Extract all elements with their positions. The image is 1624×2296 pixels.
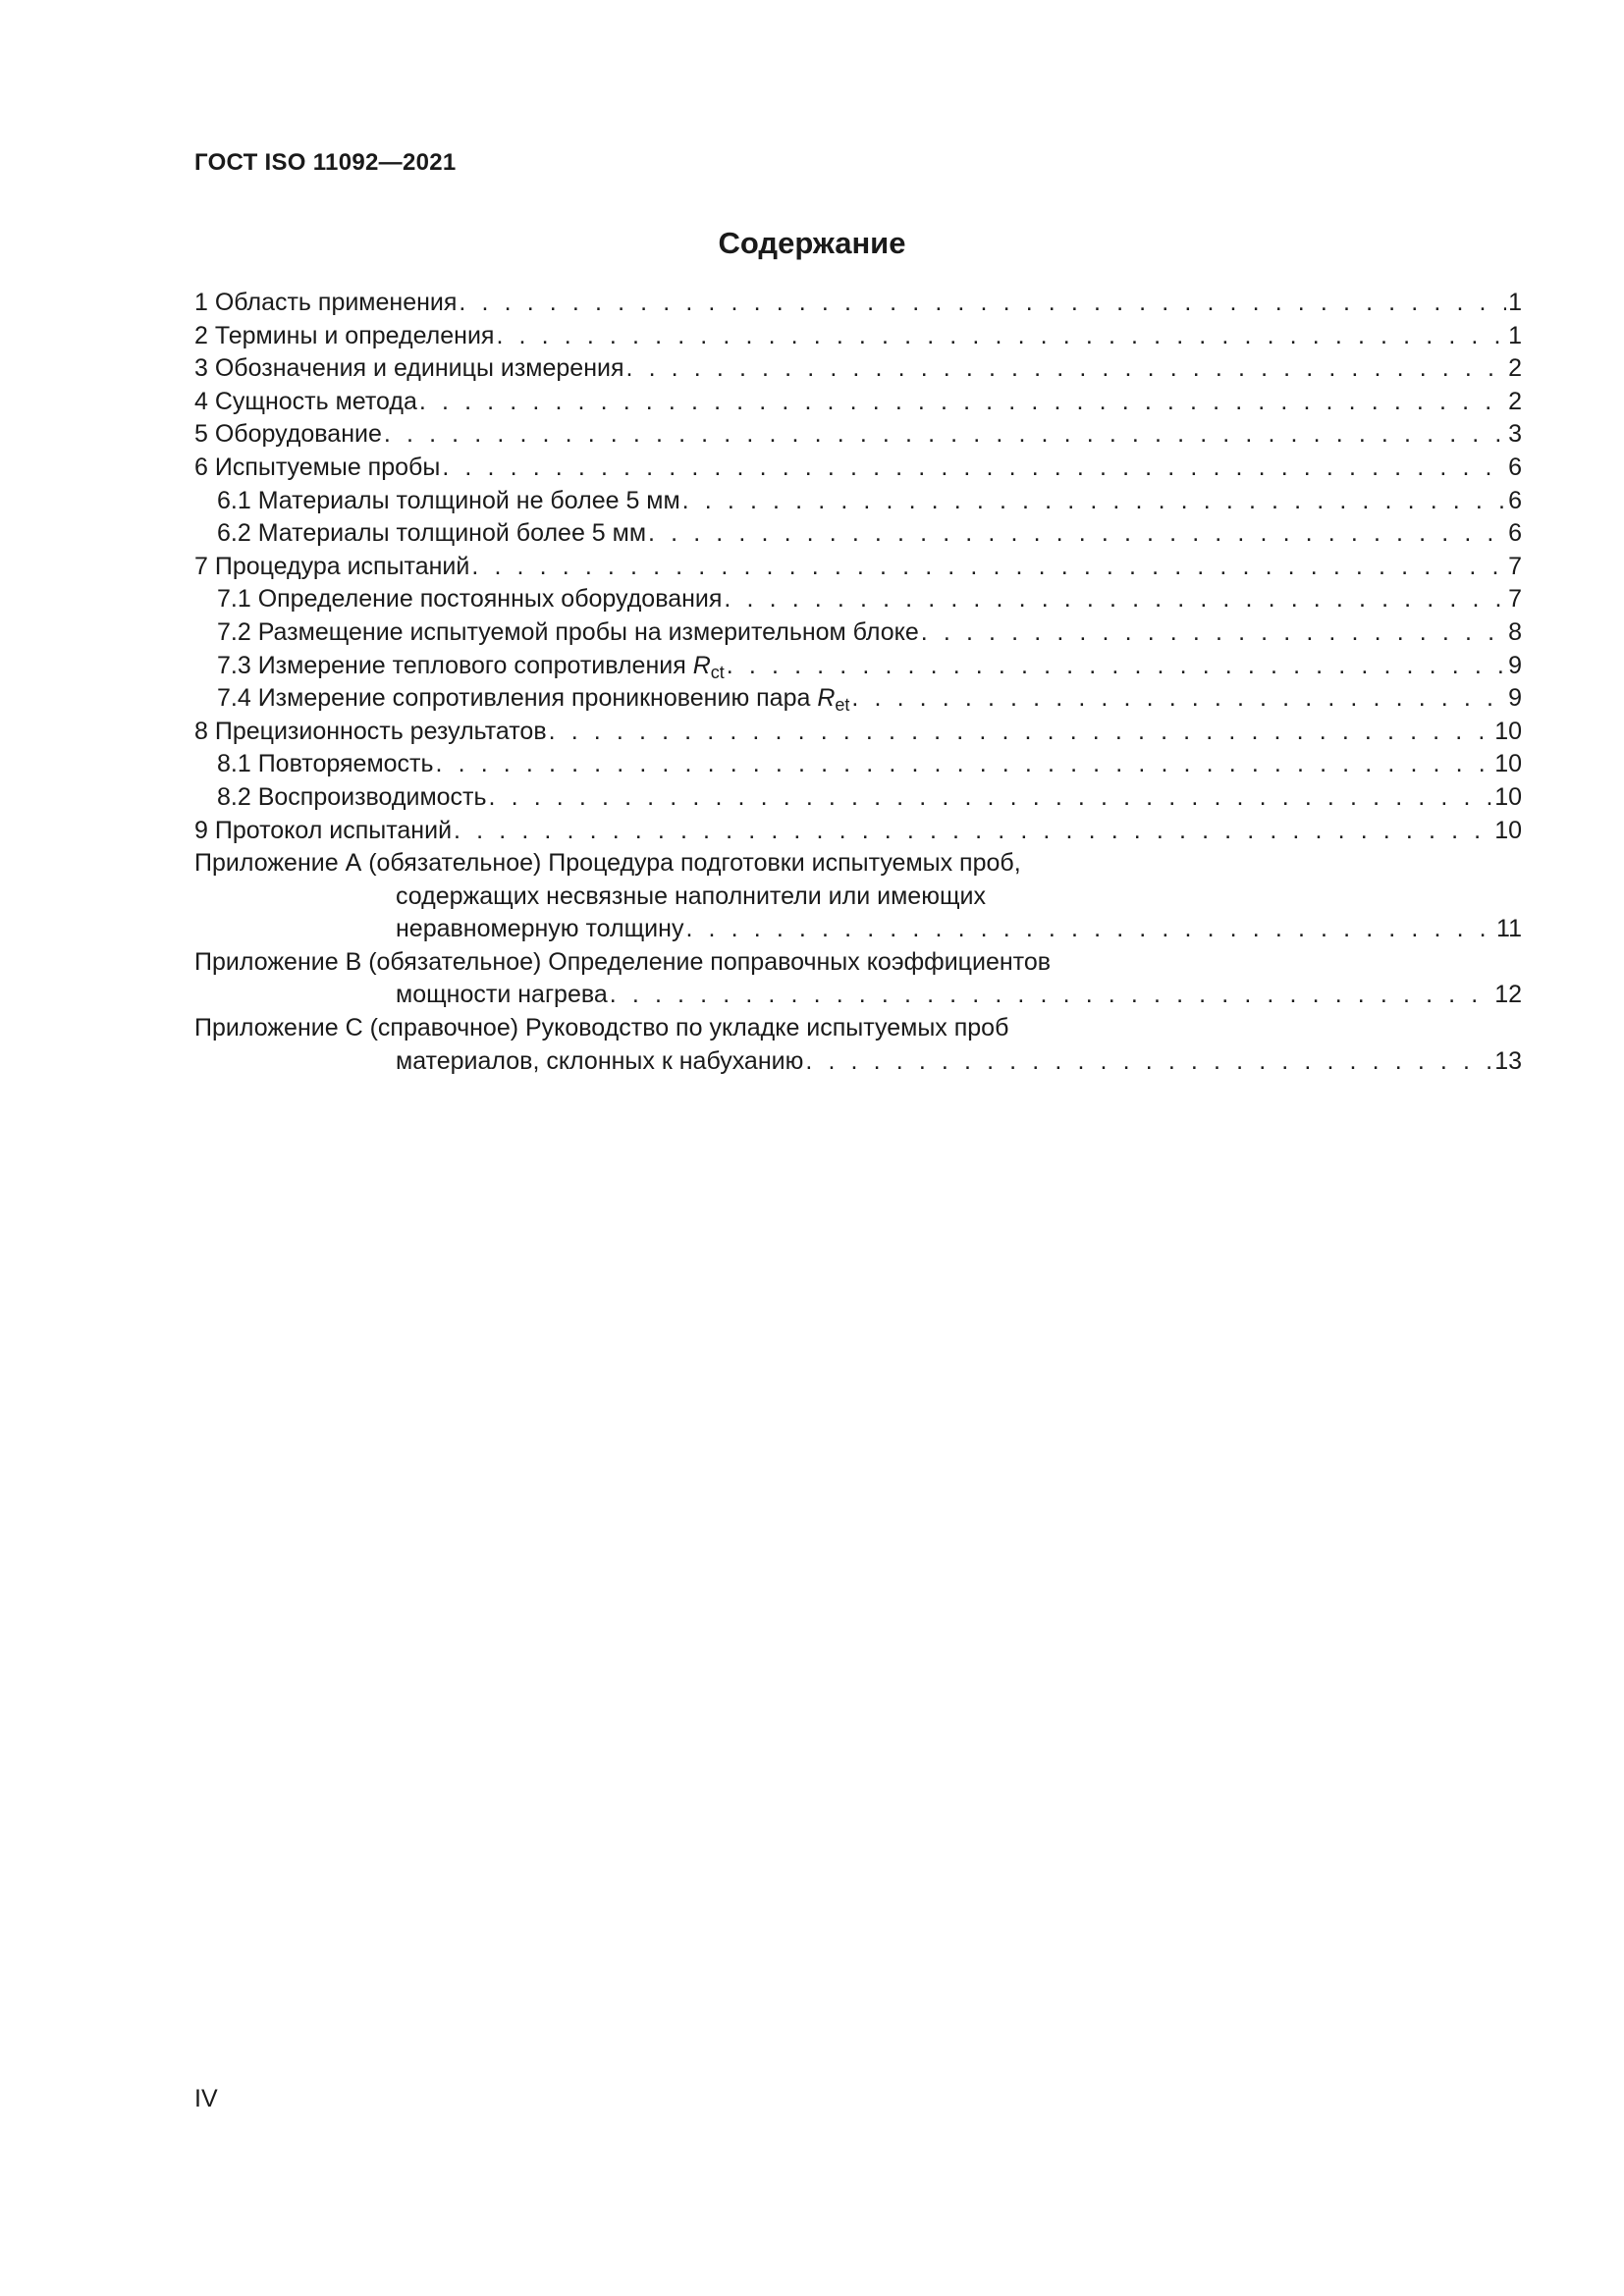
toc-page-number: 7 [1508,585,1522,614]
dot-leader [436,748,1493,781]
toc-page-number: 11 [1496,915,1522,943]
toc-entry-text: 7.4 Измерение сопротивления проникновению пара [217,684,818,713]
toc-entry-title: 6.1 Материалы толщиной не более 5 мм [217,486,680,514]
table-of-contents [194,287,1522,1078]
toc-annex-title-line: неравномерную толщину [396,915,684,943]
toc-entry-title: 6.2 Материалы толщиной более 5 мм [217,519,647,548]
toc-entry-title: 5 Оборудование [194,420,382,449]
dot-leader [805,1045,1492,1079]
toc-entry-title: 1 Область применения [194,289,458,316]
symbol-subscript: et [835,695,850,716]
toc-annex-continuation [194,881,1522,914]
toc-page-number: 6 [1508,486,1522,514]
toc-entry[interactable] [194,418,1522,452]
toc-page-number: 10 [1494,717,1522,745]
toc-subentry[interactable] [194,781,1522,815]
toc-annex-title: Приложение В (обязательное) Определение поправочных коэффициентов [194,947,1052,976]
toc-annex-title-line: содержащих несвязные наполнители или имеющих [396,881,986,910]
toc-page-number: 3 [1508,420,1522,449]
toc-annex-continuation[interactable] [194,1045,1522,1079]
dot-leader [727,650,1506,683]
dot-leader [648,517,1506,551]
dot-leader [384,418,1506,452]
toc-entry-title: 6 Испытуемые пробы [194,453,441,481]
toc-entry-title: 8.1 Повторяемость [217,750,434,778]
toc-page-number: 1 [1508,321,1522,349]
vapour-resistance-symbol: R [817,684,836,713]
toc-subentry[interactable] [194,517,1522,551]
symbol-subscript: ct [710,662,725,682]
toc-entry[interactable] [194,815,1522,848]
toc-entry-title: 4 Сущность метода [194,387,417,415]
dot-leader [626,352,1507,386]
toc-page-number: 10 [1494,782,1522,811]
toc-annex-entry[interactable] [194,946,1522,980]
toc-annex-title-line: материалов, склонных к набуханию [396,1046,804,1075]
toc-entry-title: 8.2 Воспроизводимость [217,782,487,811]
toc-annex-title: Приложение А (обязательное) Процедура подготовки испытуемых проб, [194,849,1021,878]
dot-leader [496,320,1506,353]
toc-entry-title: 2 Термины и определения [194,321,495,349]
dot-leader [685,913,1494,946]
toc-page-number: 8 [1508,617,1522,646]
toc-subentry[interactable] [194,616,1522,650]
page-title: Содержание [718,226,906,260]
toc-page-number: 12 [1494,981,1522,1009]
toc-entry-title: 9 Протокол испытаний [194,816,453,844]
toc-annex-entry[interactable] [194,847,1522,881]
toc-page-number: 2 [1508,387,1522,415]
toc-page-number: 6 [1508,453,1522,481]
toc-annex-continuation[interactable] [194,979,1522,1012]
dot-leader [471,551,1506,584]
dot-leader [419,386,1506,419]
dot-leader [549,716,1493,749]
toc-entry-title: 7 Процедура испытаний [194,552,470,580]
toc-annex-title-line: мощности нагрева [396,981,608,1009]
toc-annex-continuation[interactable] [194,913,1522,946]
dot-leader [459,287,1506,320]
dot-leader [442,452,1506,485]
toc-entry[interactable] [194,452,1522,485]
toc-entry[interactable] [194,551,1522,584]
toc-entry[interactable] [194,386,1522,419]
toc-page-number: 10 [1494,816,1522,844]
toc-page-number: 6 [1508,519,1522,548]
toc-page-number: 2 [1508,354,1522,383]
dot-leader [454,815,1492,848]
toc-subentry[interactable] [194,650,1522,683]
toc-entry-text: 7.3 Измерение теплового сопротивления [217,651,693,679]
toc-subentry[interactable] [194,583,1522,616]
dot-leader [610,979,1492,1012]
toc-subentry[interactable] [194,485,1522,518]
dot-leader [682,485,1506,518]
toc-page-number: 9 [1508,684,1522,713]
toc-subentry[interactable] [194,748,1522,781]
toc-entry-title: 3 Обозначения и единицы измерения [194,354,624,383]
toc-annex-entry[interactable] [194,1012,1522,1045]
toc-entry[interactable] [194,716,1522,749]
toc-entry[interactable] [194,352,1522,386]
toc-entry[interactable] [194,287,1522,320]
toc-subentry[interactable] [194,682,1522,716]
toc-page-number: 13 [1494,1046,1522,1075]
toc-entry-title: 7.2 Размещение испытуемой пробы на измерительном блоке [217,617,919,646]
toc-page-number: 1 [1508,289,1522,316]
dot-leader [921,616,1506,650]
toc-page-number: 7 [1508,552,1522,580]
dot-leader [489,781,1493,815]
toc-page-number: 10 [1494,750,1522,778]
thermal-resistance-symbol: R [692,651,711,679]
toc-entry-title: 8 Прецизионность результатов [194,717,547,745]
toc-entry-title: 7.1 Определение постоянных оборудования [217,585,723,614]
standard-designation: ГОСТ ISO 11092—2021 [194,149,457,176]
toc-entry[interactable] [194,320,1522,353]
page-number: IV [194,2085,218,2112]
toc-page-number: 9 [1508,651,1522,679]
toc-annex-title: Приложение С (справочное) Руководство по укладке испытуемых проб [194,1014,1009,1042]
dot-leader [851,682,1506,716]
dot-leader [724,583,1506,616]
